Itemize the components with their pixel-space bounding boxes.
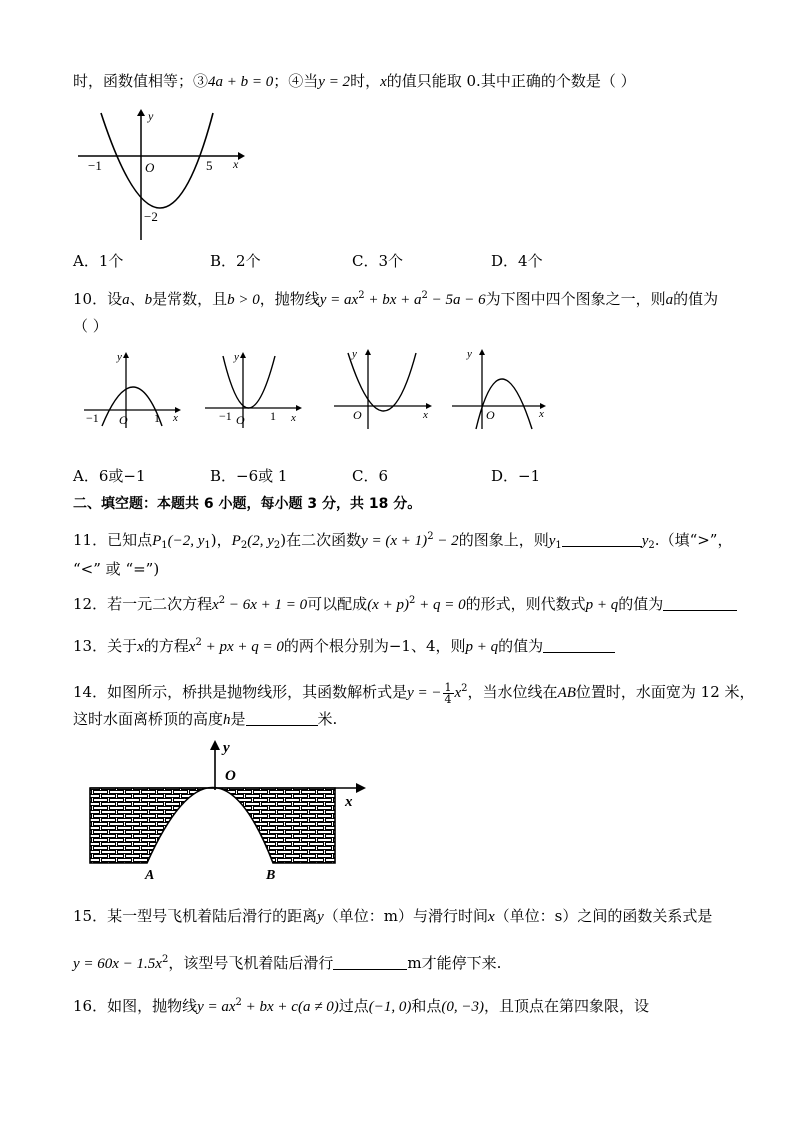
q11-answer-blank[interactable] [562,532,642,547]
q10-stem: 10．设a、b是常数，且b > 0，抛物线$y = ax^2$ + bx + $a^2 - 5a - 6$为下图中四个图象之一，则a的值为 [73,290,719,308]
q11-stem-line2: “<” 或 “=”) [73,560,160,578]
q10d-parabola [476,379,532,429]
q14-stem-line2: 这时水面离桥顶的高度h是 米. [73,710,338,728]
q9-stem: 时，函数值相等；③4a + b = 0；④当y = 2时，x的值只能取 0.其中正确的个数是（ ） [73,72,636,90]
q10b-y-label: y [234,351,239,363]
q9-neg2-label: −2 [144,209,158,224]
q14-point-b: B [266,868,276,880]
q10a-y-label: y [117,351,122,363]
q14-stem: 14．如图所示，桥拱是抛物线形，其函数解析式是y = − $\frac{1}{4}$ $x^2$，当水位线在AB位置时，水面宽为 12 米， [73,680,755,706]
q10-option-a[interactable]: A．6或−1 [73,467,146,485]
q10a-origin-label: O [119,413,128,427]
q10-paren: （ ） [73,317,108,335]
q10a-one-label: 1 [154,411,160,425]
q10b-x-label: x [291,412,296,424]
q9-option-d[interactable]: D．4个 [491,252,543,270]
q10c-y-arrow [365,349,371,355]
q10c-origin-label: O [353,408,362,422]
q14-answer-blank[interactable] [246,711,318,726]
q11-stem: 11．已知点$P_1(-2$, $y_1$)，$P_2(2$, $y_2$)在二次函数$y = (x + 1)^2 - 2$的图象上，则$y_1$ $y_2$.（填“>”， [73,531,733,551]
q10d-origin-label: O [486,408,495,422]
q15-answer-blank[interactable] [333,955,407,970]
q10b-parabola [223,356,275,408]
q16-stem: 16．如图，抛物线$y = ax^2$ + bx + c(a ≠ 0)过点(−1, 0)和点(0, −3)，且顶点在第四象限，设 [73,997,649,1015]
q10b-one-label: 1 [270,409,276,423]
q10a-neg1-label: −1 [86,411,99,425]
q9-parabola-graph [73,108,248,243]
q9-option-a[interactable]: A．1个 [73,252,124,270]
q10-graph-c [332,347,437,432]
q9-parabola [101,113,213,208]
q15-stem: 15．某一型号飞机着陆后滑行的距离y（单位：m）与滑行时间x（单位：s）之间的函数关系式是 [73,907,713,925]
q10a-parabola [102,387,162,426]
q9-expr3: 4a + b = 0 [208,74,274,90]
q14-bridge-body [90,788,335,864]
q9-option-c[interactable]: C．3个 [352,252,404,270]
q14-y-label: y [223,740,230,756]
q10d-x-label: x [539,408,544,420]
q12-stem: 12．若一元二次方程$x^2 - 6x + 1 = 0$可以配成$(x + p)^2 + q = 0$的形式，则代数式p + q的值为 [73,591,737,615]
q10-option-b[interactable]: B．−6或 1 [210,467,288,485]
q10a-x-label: x [173,412,178,424]
section-2-title: 二、填空题：本题共 6 小题，每小题 3 分，共 18 分。 [73,496,422,512]
q10-graph-a [82,350,187,430]
q9-option-b[interactable]: B．2个 [210,252,261,270]
q9-x-arrow [238,152,245,160]
q9-five-label: 5 [206,158,213,173]
q10b-origin-label: O [236,413,245,427]
q14-y-arrow [210,740,220,750]
q10d-y-label: y [467,348,472,360]
q14-fraction: $\frac{1}{4}$ [444,680,452,706]
q14-bridge-figure [85,738,375,880]
q9-y-arrow [137,109,145,116]
q10b-neg1-label: −1 [219,409,232,423]
q10c-parabola [348,353,416,411]
q14-origin-label: O [225,768,236,784]
q10-option-d[interactable]: D．−1 [491,467,541,485]
q10-graph-b [203,350,308,430]
q15-stem-line2: $y = 60x - 1.5x^2$，该型号飞机着陆后滑行 m才能停下来. [73,954,502,972]
q10c-y-label: y [352,348,357,360]
q14-point-a: A [145,868,155,880]
q14-x-arrow [356,783,366,793]
q9-x-label: x [233,157,239,171]
q14-x-label: x [345,794,353,810]
q10-option-c[interactable]: C．6 [352,467,389,485]
q13-answer-blank[interactable] [543,638,615,653]
q13-stem: 13．关于x的方程$x^2$ + px + q = 0的两个根分别为−1、4，则p + q的值为 [73,633,615,657]
q9-origin-label: O [145,160,155,175]
q9-y-label: y [148,109,154,123]
q9-neg1-label: −1 [88,158,102,173]
q10b-y-arrow [240,352,246,358]
q12-answer-blank[interactable] [663,596,737,611]
q10b-x-arrow [296,405,302,411]
q10-graph-d [450,347,560,432]
q10c-x-label: x [423,409,428,421]
q10a-y-arrow [123,352,129,358]
q10d-y-arrow [479,349,485,355]
